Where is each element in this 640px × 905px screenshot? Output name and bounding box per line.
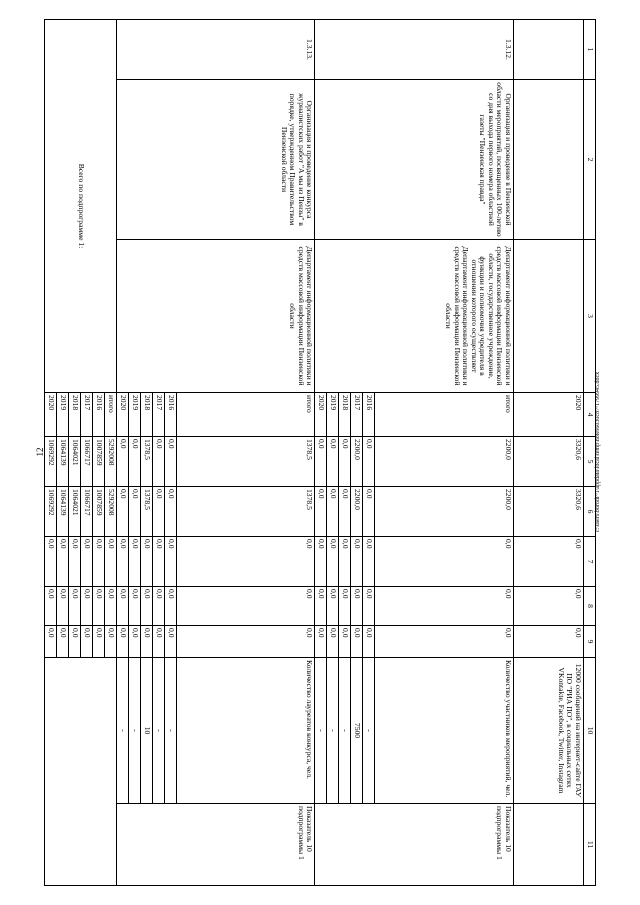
year-cell: 2018: [141, 393, 153, 437]
indicator-value: 7500: [351, 658, 363, 804]
year-cell: 2018: [339, 393, 351, 437]
col-number: 7: [584, 537, 596, 587]
value-cell: 0,0: [375, 587, 514, 626]
value-cell: 5292008: [105, 487, 117, 537]
indicator-value: -: [363, 658, 375, 804]
value-cell: 0,0: [363, 537, 375, 587]
value-cell: 0,0: [117, 487, 129, 537]
value-cell: 0,0: [165, 626, 177, 658]
value-cell: 0,0: [315, 587, 327, 626]
value-cell: 0,0: [339, 587, 351, 626]
col-number: 1: [584, 20, 596, 80]
value-cell: 1064139: [57, 437, 69, 487]
year-cell: 2020: [514, 393, 584, 437]
col-number: 6: [584, 487, 596, 537]
value-cell: 1066717: [81, 437, 93, 487]
indicator-value: -: [339, 658, 351, 804]
column-number-row: [584, 20, 596, 886]
indicator-name: Количество лауреатов конкурса, чел.: [177, 658, 316, 804]
value-cell: 0,0: [117, 437, 129, 487]
value-cell: 2200,0: [375, 437, 514, 487]
indicator-name: Количество участников мероприятий, чел.: [375, 658, 514, 804]
value-cell: 3320,6: [514, 487, 584, 537]
indicator-value: -: [327, 658, 339, 804]
activity-number: 1.3.12.: [315, 20, 514, 80]
value-cell: 0,0: [105, 537, 117, 587]
value-cell: 0,0: [129, 626, 141, 658]
value-cell: 2200,0: [351, 437, 363, 487]
value-cell: 0,0: [339, 626, 351, 658]
value-cell: 0,0: [129, 437, 141, 487]
col-number: 2: [584, 80, 596, 240]
value-cell: 1007859: [93, 487, 105, 537]
value-cell: 1066717: [81, 487, 93, 537]
value-cell: 0,0: [165, 437, 177, 487]
value-cell: 0,0: [45, 626, 57, 658]
value-cell: 0,0: [327, 587, 339, 626]
activity-name: Организация и проведение конкурса журналистских работ "А мы из Пензы" в порядке, утвержденном Правительством Пензенской области: [117, 80, 316, 240]
value-cell: 0,0: [351, 537, 363, 587]
value-cell: 0,0: [153, 626, 165, 658]
value-cell: 0,0: [69, 587, 81, 626]
year-cell: 2017: [81, 393, 93, 437]
value-cell: 0,0: [363, 437, 375, 487]
total-label: Всего по подпрограмме 1:: [45, 20, 117, 393]
value-cell: 0,0: [351, 626, 363, 658]
value-cell: 1064139: [57, 487, 69, 537]
col-number: 3: [584, 240, 596, 393]
value-cell: 1064021: [69, 437, 81, 487]
indicator-value: 10: [141, 658, 153, 804]
footer-file-path: c:\users\borodi~1\appdata\local\temp\notes6030c8\~1799945.docx: [595, 371, 601, 533]
value-cell: 0,0: [514, 587, 584, 626]
value-cell: 1064021: [69, 487, 81, 537]
col-number: 8: [584, 587, 596, 626]
value-cell: 0,0: [153, 437, 165, 487]
value-cell: 0,0: [81, 626, 93, 658]
value-cell: 0,0: [327, 626, 339, 658]
year-cell: 2019: [327, 393, 339, 437]
value-cell: 0,0: [129, 537, 141, 587]
year-cell: итого: [105, 393, 117, 437]
year-cell: 2020: [45, 393, 57, 437]
value-cell: 0,0: [514, 626, 584, 658]
table-row: [177, 20, 316, 886]
value-cell: 0,0: [351, 587, 363, 626]
value-cell: 0,0: [327, 437, 339, 487]
value-cell: 0,0: [81, 587, 93, 626]
indicator-value: -: [117, 658, 129, 804]
indicator-value: -: [165, 658, 177, 804]
value-cell: 0,0: [153, 537, 165, 587]
value-cell: 0,0: [57, 537, 69, 587]
table-row: [375, 20, 514, 886]
value-cell: 0,0: [141, 537, 153, 587]
page-number: 12: [35, 447, 45, 457]
value-cell: 0,0: [327, 487, 339, 537]
value-cell: 0,0: [93, 537, 105, 587]
value-cell: 0,0: [129, 487, 141, 537]
col-number: 4: [584, 393, 596, 437]
value-cell: 0,0: [315, 537, 327, 587]
value-cell: 0,0: [375, 537, 514, 587]
value-cell: 0,0: [339, 487, 351, 537]
value-cell: 0,0: [363, 587, 375, 626]
value-cell: 0,0: [69, 626, 81, 658]
col-number: 9: [584, 626, 596, 658]
value-cell: 0,0: [514, 537, 584, 587]
value-cell: 0,0: [315, 437, 327, 487]
indicator-value: -: [315, 658, 327, 804]
value-cell: 0,0: [117, 537, 129, 587]
value-cell: 1069292: [45, 437, 57, 487]
value-cell: 0,0: [177, 626, 316, 658]
value-cell: 1378,5: [177, 437, 316, 487]
value-cell: 0,0: [57, 626, 69, 658]
value-cell: 0,0: [93, 626, 105, 658]
value-cell: 0,0: [165, 487, 177, 537]
activity-name: Организация и проведение в Пензенской области мероприятий, посвященных 100-летию со дня выхода первого номера областной газеты "Пензенская правда": [315, 80, 514, 240]
value-cell: 0,0: [363, 626, 375, 658]
value-cell: 0,0: [165, 587, 177, 626]
value-cell: 0,0: [165, 537, 177, 587]
value-cell: 0,0: [363, 487, 375, 537]
value-cell: 1069292: [45, 487, 57, 537]
value-cell: 0,0: [339, 537, 351, 587]
continued-row: [514, 20, 584, 886]
indicator-value: -: [153, 658, 165, 804]
value-cell: 0,0: [45, 537, 57, 587]
col-number: 11: [584, 804, 596, 886]
total-row: [105, 20, 117, 886]
value-cell: 0,0: [141, 587, 153, 626]
value-cell: 2200,0: [375, 487, 514, 537]
value-cell: 0,0: [153, 487, 165, 537]
year-cell: 2017: [153, 393, 165, 437]
value-cell: 0,0: [57, 587, 69, 626]
value-cell: 5292008: [105, 437, 117, 487]
value-cell: 0,0: [327, 537, 339, 587]
year-cell: 2016: [93, 393, 105, 437]
year-cell: 2017: [351, 393, 363, 437]
value-cell: 1378,5: [141, 437, 153, 487]
col-number: 5: [584, 437, 596, 487]
activity-number: 1.3.13.: [117, 20, 316, 80]
value-cell: 0,0: [141, 626, 153, 658]
program-activities-table: [44, 19, 596, 886]
value-cell: 0,0: [315, 626, 327, 658]
empty-cell: [45, 658, 117, 886]
value-cell: 1378,5: [141, 487, 153, 537]
value-cell: 0,0: [153, 587, 165, 626]
year-cell: 2019: [57, 393, 69, 437]
value-cell: 0,0: [45, 587, 57, 626]
value-cell: 0,0: [375, 626, 514, 658]
year-cell: 2016: [165, 393, 177, 437]
value-cell: 0,0: [105, 587, 117, 626]
table-body: [45, 20, 596, 886]
year-cell: 2020: [315, 393, 327, 437]
value-cell: 0,0: [177, 587, 316, 626]
value-cell: 0,0: [81, 537, 93, 587]
value-cell: 0,0: [117, 587, 129, 626]
indicator-reference: Показатель 10 подпрограммы 1: [117, 804, 316, 886]
value-cell: 3320,6: [514, 437, 584, 487]
indicator-text: 12000 сообщений на интернет-сайте ГАУ ПО "РИА ПО", в социальных сетях VKontakte, Facebook, Twitter, Instagram: [514, 658, 584, 804]
value-cell: 0,0: [315, 487, 327, 537]
value-cell: 2200,0: [351, 487, 363, 537]
activity-executor: Департамент информационной политики и средств массовой информации Пензенской области: [117, 240, 316, 393]
col-number: 10: [584, 658, 596, 804]
value-cell: 1007859: [93, 437, 105, 487]
value-cell: 0,0: [69, 537, 81, 587]
rotated-table-container: [44, 19, 596, 885]
value-cell: 1378,5: [177, 487, 316, 537]
indicator-reference: Показатель 10 подпрограммы 1: [315, 804, 514, 886]
value-cell: 0,0: [105, 626, 117, 658]
year-cell: 2016: [363, 393, 375, 437]
value-cell: 0,0: [339, 437, 351, 487]
year-cell: итого: [177, 393, 316, 437]
year-cell: 2018: [69, 393, 81, 437]
indicator-value: -: [129, 658, 141, 804]
activity-executor: Департамент информационной политики и средств массовой информации Пензенской области, государственное учреждение, функции и полномочия учредителя в отношении которого осуществляет Департамент информационной политики и средств массовой информации Пензенской области: [315, 240, 514, 393]
year-cell: итого: [375, 393, 514, 437]
value-cell: 0,0: [177, 537, 316, 587]
value-cell: 0,0: [129, 587, 141, 626]
year-cell: 2020: [117, 393, 129, 437]
value-cell: 0,0: [117, 626, 129, 658]
value-cell: 0,0: [93, 587, 105, 626]
year-cell: 2019: [129, 393, 141, 437]
